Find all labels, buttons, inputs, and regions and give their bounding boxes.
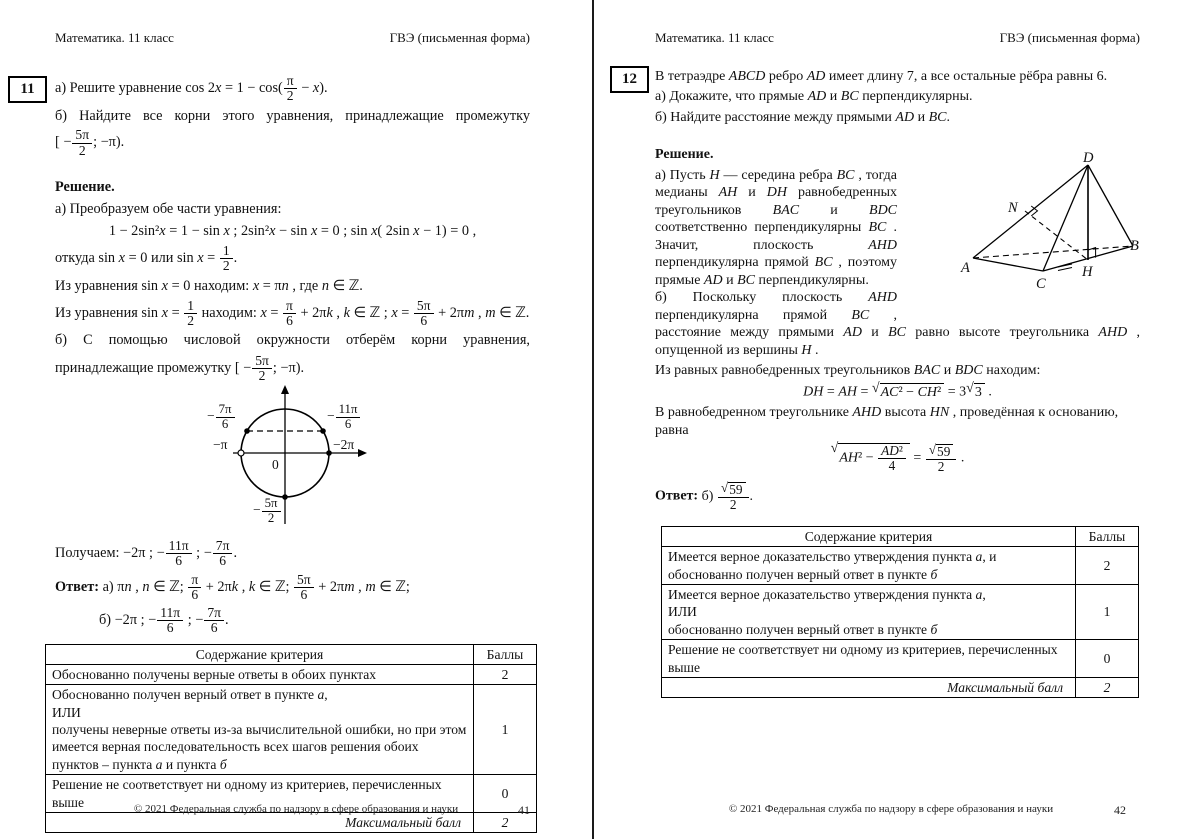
label-minus-5pi-2: − $\frac{5\pi}{2}$ [253,497,282,525]
copyright-text: © 2021 Федеральная служба по надзору в сфере образования и науки [728,803,1054,815]
answer-a-body: а) πn , n ∈ ℤ; $\frac{\pi}{6}$ + 2πk , k ∈ ℤ; $\frac{5\pi}{6}$ + 2πm , m ∈ ℤ; [102,571,410,602]
solution-d-line1: В равнобедренном треугольнике AHD высота HN , проведённая к основанию, [655,405,1119,421]
label-minus-11pi-6: − $\frac{11\pi}{6}$ [327,403,361,431]
page-number: 42 [1114,803,1126,817]
line-sin-zero: Из уравнения sin x = 0 находим: x = πn , где n ∈ ℤ. [55,277,363,294]
x-axis-arrow [358,449,367,457]
criteria-header: Содержание критерия [662,526,1076,546]
page-footer [0,803,592,815]
criteria-cell: Обоснованно получен верный ответ в пункте а, ИЛИ получены неверные ответы из-за вычислительной ошибки, но при этом имеется верная последовательность всех шагов решения обоих пунктов – пункта а и пункта б [46,685,474,775]
criteria-table [661,526,1139,699]
table-row [46,685,537,775]
page-header [655,30,1140,46]
page-header [55,30,530,46]
table-row [662,547,1139,585]
header-exam-form: ГВЭ (письменная форма) [999,30,1140,45]
criteria-cell: Имеется верное доказательство утверждения пункта а, ИЛИ обоснованно получен верный ответ в пункте б [662,585,1076,640]
page-42 [594,0,1188,839]
point-minus-5pi-2 [282,494,288,500]
vertex-label-C: C [1036,275,1046,292]
solution-a-intro: а) Преобразуем обе части уравнения: [55,200,282,217]
problem-intro: В тетраэдре ABCD ребро AD имеет длину 7, а все остальные рёбра равны 6. [655,68,1108,84]
points-cell: 2 [474,664,537,684]
answer-line-a [55,573,530,603]
vertex-label-N: N [1008,199,1018,216]
page-body [655,68,1140,699]
task-a: а) Решите уравнение cos 2x = 1 − cos( $\frac{\pi}{2}$ − x). [55,72,328,103]
vertex-label-H: H [1082,263,1093,280]
page-number: 41 [518,803,530,817]
points-header: Баллы [1076,526,1139,546]
solution-d-line2: равна [655,422,689,438]
criteria-cell: Максимальный балл [662,677,1076,697]
solution-c-line: Из равных равнобедренных треугольников BAC и BDC находим: [655,363,1041,379]
page-body [52,72,530,834]
problem-number-box: 11 [8,76,47,103]
copyright-text: © 2021 Федеральная служба по надзору в сфере образования и науки [133,803,459,815]
criteria-cell: Обоснованно получены верные ответы в обоих пунктах [46,664,474,684]
table-row [46,664,537,684]
criteria-cell: Имеется верное доказательство утверждения пункта а, и обоснованно получен верный ответ в пункте б [662,547,1076,585]
criteria-header: Содержание критерия [46,644,474,664]
tetrahedron-figure [905,149,1140,321]
task-b-line2: [ − $\frac{5\pi}{2}$ ; −π). [55,127,125,158]
point-minus-7pi-6 [244,428,250,434]
label-minus-2pi: −2π [333,437,355,453]
edge-AC [973,258,1043,271]
points-cell: 0 [1076,640,1139,678]
table-header-row [46,644,537,664]
answer-line-b: б) −2π ; − $\frac{11\pi}{6}$ ; − $\frac{7\pi}{6}$ . [99,605,229,636]
points-cell: 1 [1076,585,1139,640]
edge-DC [1043,165,1088,271]
solution-b-line2: принадлежащие промежутку [ − $\frac{5\pi}{2}$ ; −π). [55,352,305,383]
label-minus-7pi-6: − $\frac{7\pi}{6}$ [207,403,236,431]
equation-hn: √ AH² − $\frac{\text{AD²}}{4}$ = √ 59 2 . [830,441,965,474]
table-row [662,677,1139,697]
solution-b-paragraph: б) Поскольку плоскость AHD перпендикулярна прямой BC , расстояние между прямыми AD и BC равно высоте треугольника AHD , опущенной из вершины H . [655,290,1141,358]
poluchaem-line: Получаем: −2π ; − $\frac{11\pi}{6}$ ; − $\frac{7\pi}{6}$ . [55,538,238,569]
points-cell: 2 [1076,677,1139,697]
points-header: Баллы [474,644,537,664]
table-row [662,640,1139,678]
points-cell: 1 [474,685,537,775]
header-subject: Математика. 11 класс [655,30,774,45]
point-minus-11pi-6 [320,428,326,434]
header-exam-form: ГВЭ (письменная форма) [389,30,530,45]
y-axis-arrow [281,385,289,394]
label-origin: 0 [272,457,279,473]
page-footer [594,803,1188,815]
tetrahedron-svg [905,149,1140,321]
points-cell: 0 [474,775,537,813]
segment-NH-dashed [1025,211,1088,260]
label-minus-pi: −π [213,437,228,453]
line-sin-half: Из уравнения sin x = $\frac{1}{2}$ находим: x = $\frac{\pi}{6}$ + 2πk , k ∈ ℤ ; x = $\frac{5\pi}{6}$ + 2πm , m ∈ ℤ. [55,297,530,329]
task-b-line1: б) Найдите все корни этого уравнения, принадлежащие промежутку [55,108,530,125]
task-a: а) Докажите, что прямые AD и BC перпендикулярны. [655,89,973,105]
criteria-cell: Решение не соответствует ни одному из критериев, перечисленных выше [46,775,474,813]
line-otkuda: откуда sin x = 0 или sin x = $\frac{1}{2}$ . [55,243,238,274]
table-row [46,813,537,833]
solution-a-paragraph: а) Пусть H — середина ребра BC , тогда медианы AH и DH равнобедренных треугольников BAC и BDC соответственно перпендикулярны BC . Значит, плоскость AHD перпендикулярна прямой BC , поэтому прямые AD и BC перпендикулярны. [655,167,898,288]
answer-label: Ответ: [55,578,99,595]
vertex-label-B: B [1130,237,1139,254]
equation-main: 1 − 2sin²x = 1 − sin x ; 2sin²x − sin x = 0 ; sin x( 2sin x − 1) = 0 , [108,223,477,240]
edge-DB [1088,165,1133,246]
criteria-cell: Максимальный балл [46,813,474,833]
unit-circle-svg [155,383,455,535]
points-cell: 2 [1076,547,1139,585]
solution-b-line1: б) С помощью числовой окружности отберём корни уравнения, [55,332,530,349]
point-minus-pi-open [238,450,244,456]
unit-circle-figure [155,383,455,535]
vertex-label-A: A [961,259,970,276]
criteria-cell: Решение не соответствует ни одному из критериев, перечисленных выше [662,640,1076,678]
answer-label: Ответ: [655,488,699,504]
answer-body: б) √ 59 2 . [701,479,753,512]
equation-dh: DH = AH = √ AC² − CH² = 3 √ 3 . [803,380,992,400]
task-b: б) Найдите расстояние между прямыми AD и BC. [655,109,950,125]
answer-line [655,481,1140,511]
problem-number-box: 12 [610,66,649,93]
vertex-label-D: D [1083,149,1094,166]
tick-mark-2 [1058,267,1072,270]
table-row [662,585,1139,640]
solution-title: Решение. [55,178,115,195]
points-cell: 2 [474,813,537,833]
point-minus-2pi [326,450,332,456]
header-subject: Математика. 11 класс [55,30,174,45]
solution-title: Решение. [655,147,714,163]
table-header-row [662,526,1139,546]
edge-AD [973,165,1088,258]
